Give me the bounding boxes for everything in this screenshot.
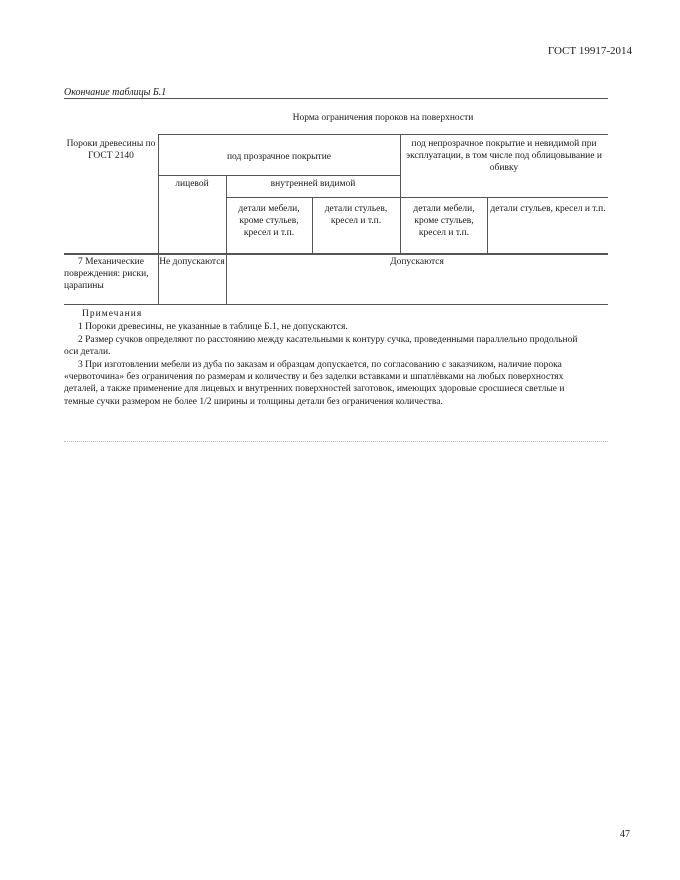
table-top-border [64, 98, 608, 99]
row-defect: 7 Механические повреждения: риски, царапины [64, 257, 149, 291]
table-rule [226, 197, 608, 198]
header-inner-visible: внутренней видимой [270, 179, 356, 189]
table-rule [158, 175, 400, 176]
header-norm: Норма ограничения пороков на поверхности [292, 113, 474, 123]
table-bottom-border [64, 304, 608, 305]
page-number: 47 [620, 829, 630, 840]
row-other-value: Допускаются [390, 257, 444, 267]
header-furniture-parts-2: детали мебели, кроме стульев, кресел и т.п. [413, 204, 475, 238]
notes [64, 308, 588, 408]
table-caption: Окончание таблицы Б.1 [64, 87, 167, 98]
table-col-divider [312, 197, 313, 253]
notes-title: Примечания [82, 309, 143, 319]
note-item: 3 При изготовлении мебели из дуба по заказам и образцам допускается, по согласованию с заказчиком, наличие порока «червоточина» без ограничения по размерам и количеству и без заделки вставками и шпатлёвками на любых поверхностях деталей, а также применение для лицевых и внутренних поверхностей заготовок, имеющих здоровые сросшиеся светлые и темные сучки размером не более 1/2 ширины и толщины детали без ограничения количества. [64, 359, 565, 407]
header-opaque: под непрозрачное покрытие и невидимой при эксплуатации, в том числе под облицовывание и обивку [406, 139, 602, 173]
table-col-divider [226, 175, 227, 304]
header-chair-parts-2: детали стульев, кресел и т.п. [490, 204, 606, 214]
header-face: лицевой [175, 179, 209, 189]
table-header-bottom-border [64, 253, 608, 255]
header-transparent: под прозрачное покрытие [226, 152, 332, 162]
standard-number: ГОСТ 19917-2014 [547, 45, 632, 57]
header-chair-parts: детали стульев, кресел и т.п. [324, 204, 388, 226]
header-defects: Пороки древесины по ГОСТ 2140 [66, 139, 156, 161]
row-face-value: Не допускаются [159, 257, 225, 267]
dotted-separator [64, 441, 608, 442]
table-col-divider [487, 197, 488, 253]
header-furniture-parts: детали мебели, кроме стульев, кресел и т.п. [238, 204, 300, 238]
note-item: 1 Пороки древесины, не указанные в таблице Б.1, не допускаются. [78, 322, 348, 333]
table-rule [158, 134, 608, 135]
note-item: 2 Размер сучков определяют по расстоянию между касательными к контуру сучка, проведенными параллельно продольной оси детали. [64, 334, 578, 358]
table-col-divider [400, 134, 401, 253]
